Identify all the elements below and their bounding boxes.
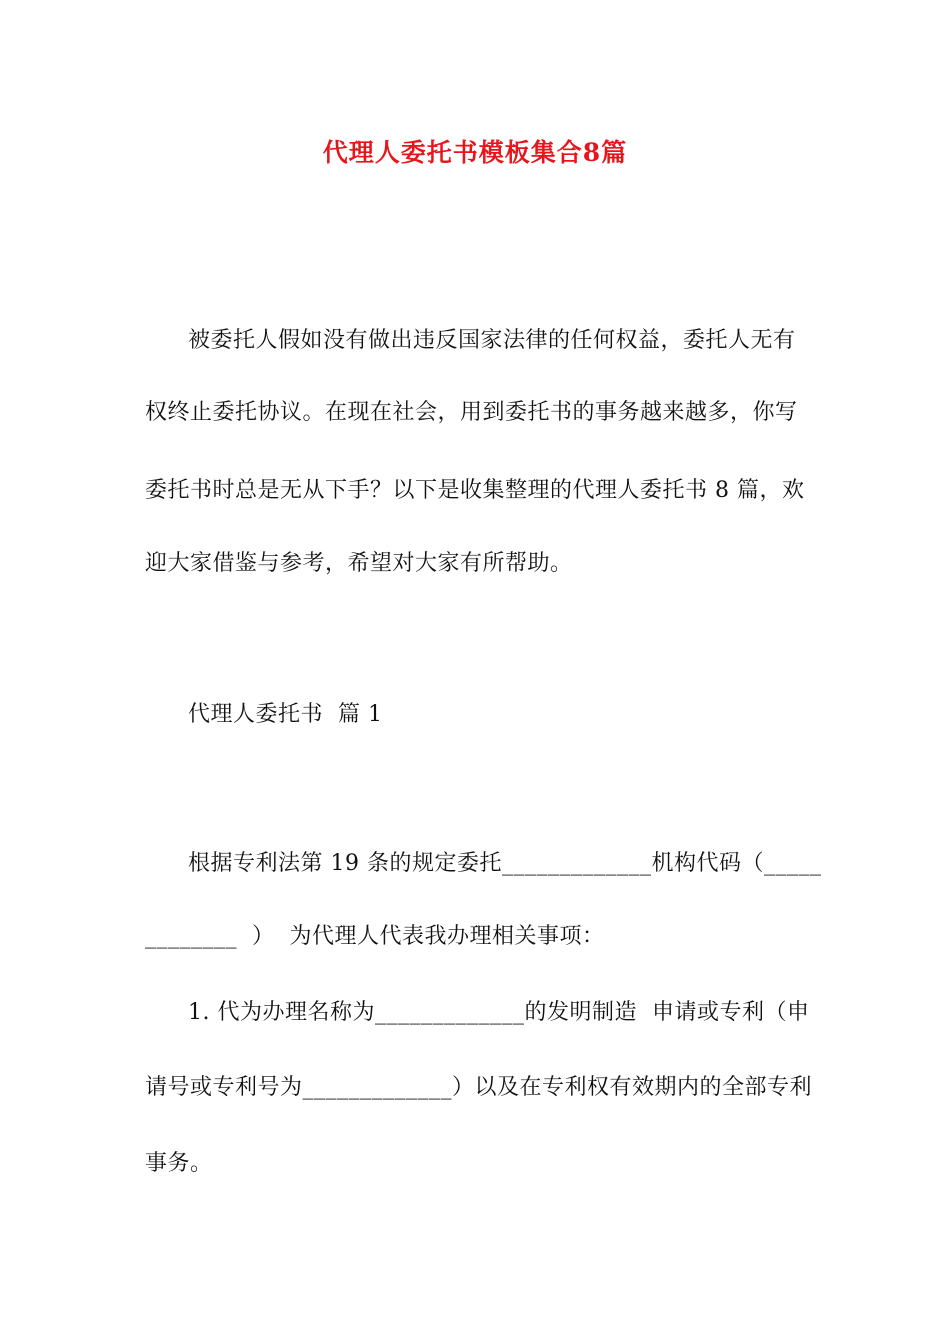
body-line-1: 根据专利法第 19 条的规定委托_____________机构代码（_____	[188, 851, 822, 876]
intro-line-4: 迎大家借鉴与参考，希望对大家有所帮助。	[145, 551, 573, 576]
document-title: 代理人委托书模板集合8篇	[322, 138, 628, 167]
body-line-2: ________ ） 为代理人代表我办理相关事项：	[145, 924, 605, 949]
body-line-4: 请号或专利号为_____________）以及在专利权有效期内的全部专利	[145, 1075, 813, 1100]
intro-line-3: 委托书时总是无从下手？以下是收集整理的代理人委托书 8 篇，欢	[145, 478, 805, 503]
body-line-3: 1. 代为办理名称为_____________的发明制造 申请或专利（申	[188, 1000, 810, 1025]
section-heading: 代理人委托书 篇 1	[188, 702, 383, 727]
intro-line-1: 被委托人假如没有做出违反国家法律的任何权益，委托人无有	[188, 328, 796, 353]
intro-line-2: 权终止委托协议。在现在社会，用到委托书的事务越来越多，你写	[145, 400, 798, 425]
body-line-5: 事务。	[145, 1151, 213, 1176]
